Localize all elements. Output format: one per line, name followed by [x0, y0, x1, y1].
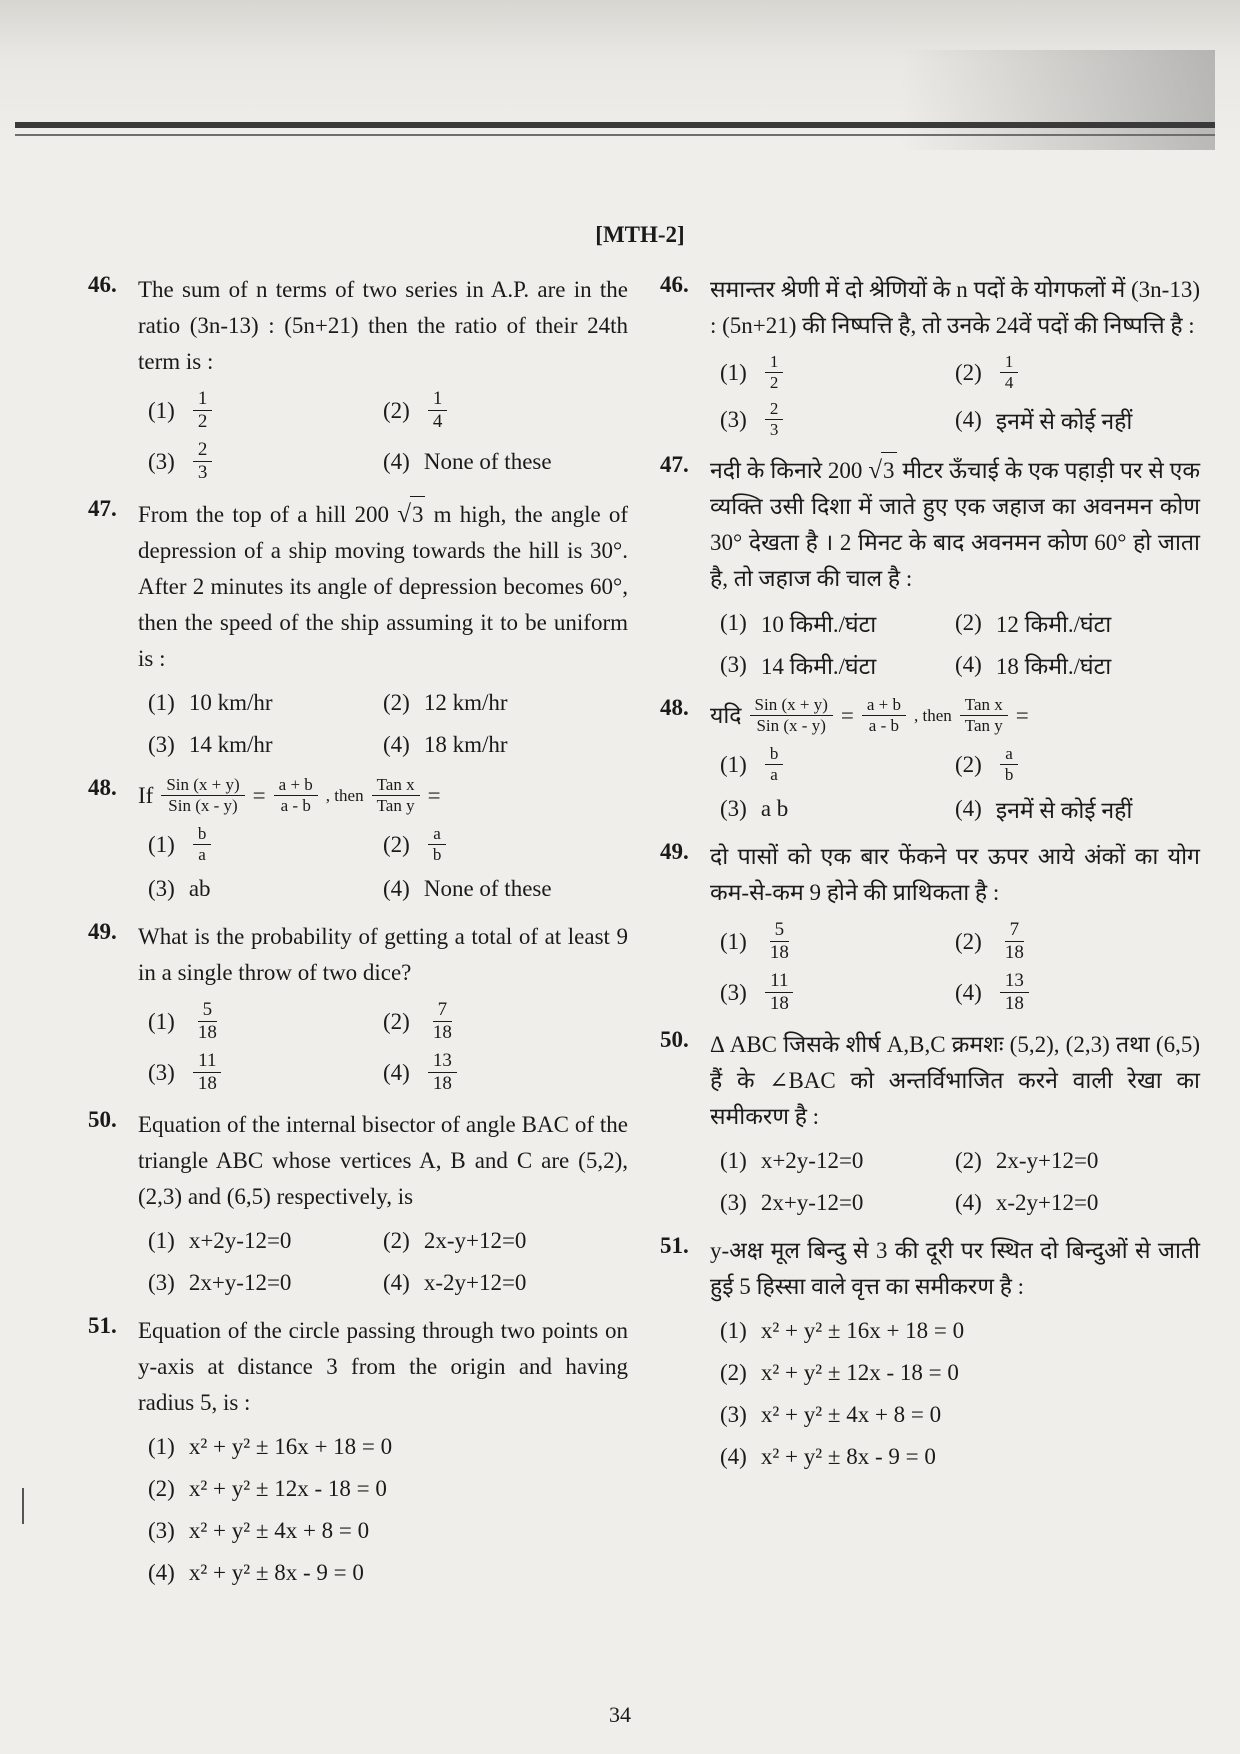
question-number: 50. — [660, 1027, 689, 1052]
option-text: x² + y² ± 12x - 18 = 0 — [760, 1360, 959, 1385]
fraction — [428, 388, 448, 433]
denominator: 4 — [432, 411, 443, 432]
option-label: (3) — [720, 406, 747, 432]
denominator: 18 — [197, 1022, 217, 1043]
numerator: Sin (x + y) — [750, 695, 833, 716]
fraction — [274, 775, 318, 816]
option-label: (3) — [720, 1402, 747, 1427]
option-text: 10 km/hr — [188, 690, 273, 715]
option-label: (2) — [955, 928, 982, 954]
numerator: 13 — [1000, 970, 1029, 993]
numerator: 7 — [433, 999, 453, 1022]
option-2 — [383, 388, 633, 433]
option-label: (1) — [148, 397, 175, 423]
option-label: (4) — [955, 652, 982, 677]
option-label: (4) — [148, 1560, 175, 1585]
numerator: Tan x — [372, 775, 420, 796]
margin-mark — [22, 1488, 24, 1524]
header-rule-thick — [15, 122, 1215, 128]
option-text: x² + y² ± 12x - 18 = 0 — [188, 1476, 387, 1501]
options — [148, 685, 628, 763]
option-text: 2x+y-12=0 — [188, 1270, 292, 1295]
option-text: x+2y-12=0 — [760, 1148, 864, 1173]
option-2 — [383, 999, 633, 1044]
text-part: If — [138, 782, 154, 808]
option-text: 14 km/hr — [188, 732, 273, 757]
option-text: इनमें से कोई नहीं — [995, 798, 1133, 823]
option-3 — [720, 1185, 955, 1221]
option-4 — [955, 647, 1205, 683]
option-label: (1) — [148, 1008, 175, 1034]
option-label: (2) — [955, 610, 982, 635]
option-label: (3) — [148, 448, 175, 474]
numerator: a — [428, 824, 446, 845]
option-text: x² + y² ± 4x + 8 = 0 — [760, 1402, 942, 1427]
question-number: 50. — [88, 1107, 117, 1132]
option-text: x² + y² ± 8x - 9 = 0 — [188, 1560, 364, 1585]
text-part: From the top of a hill 200 — [138, 502, 390, 527]
option-label: (3) — [148, 876, 175, 901]
option-label: (2) — [383, 397, 410, 423]
question-47-hi — [660, 452, 1200, 683]
fraction — [750, 695, 833, 736]
option-3 — [148, 727, 383, 763]
option-4 — [955, 1185, 1205, 1221]
option-3 — [148, 1513, 628, 1549]
options — [720, 352, 1200, 440]
option-4 — [955, 791, 1205, 827]
option-text: x² + y² ± 4x + 8 = 0 — [188, 1518, 370, 1543]
option-3 — [720, 791, 955, 827]
radicand: 3 — [881, 452, 897, 489]
option-text: इनमें से कोई नहीं — [995, 408, 1133, 434]
option-text: 2x+y-12=0 — [760, 1190, 864, 1215]
options — [720, 605, 1200, 683]
option-2 — [383, 824, 633, 865]
option-label: (1) — [720, 751, 747, 777]
question-number: 51. — [660, 1233, 689, 1258]
option-1 — [148, 1223, 383, 1259]
option-label: (3) — [720, 1190, 747, 1215]
question-text: Equation of the internal bisector of angle BAC of the triangle ABC whose vertices A, B and C are (5,2), (2,3) and (6,5) respectively, is — [138, 1112, 628, 1209]
denominator: 18 — [432, 1073, 452, 1094]
option-label: (2) — [148, 1476, 175, 1501]
question-47-en — [88, 496, 628, 763]
option-1 — [720, 605, 955, 641]
numerator: 1 — [1000, 352, 1019, 373]
option-label: (1) — [720, 1148, 747, 1173]
option-4 — [383, 727, 633, 763]
option-label: (4) — [383, 1270, 410, 1295]
option-label: (3) — [720, 796, 747, 821]
options — [720, 919, 1200, 1015]
fraction — [960, 695, 1008, 736]
question-number: 48. — [660, 695, 689, 720]
denominator: 2 — [197, 411, 208, 432]
fraction — [428, 999, 457, 1044]
section-header: [MTH-2] — [595, 222, 685, 247]
option-3 — [148, 1265, 383, 1301]
question-text: What is the probability of getting a total of at least 9 in a single throw of two dice? — [138, 924, 628, 985]
option-label: (3) — [148, 1270, 175, 1295]
question-text: दो पासों को एक बार फेंकने पर ऊपर आये अंकों का योग कम-से-कम 9 होने की प्राथिकता है : — [710, 844, 1200, 905]
numerator: Tan x — [960, 695, 1008, 716]
options — [148, 1223, 628, 1301]
question-text: समान्तर श्रेणी में दो श्रेणियों के n पदों के योगफलों में (3n-13) : (5n+21) की निष्पत्ति है, तो उनके 24वें पदों की निष्पत्ति है : — [710, 277, 1200, 338]
option-2 — [148, 1471, 628, 1507]
fraction — [193, 439, 213, 484]
denominator: Sin (x - y) — [756, 716, 826, 735]
numerator: 2 — [193, 439, 213, 462]
numerator: Sin (x + y) — [161, 775, 244, 796]
equals: = — [840, 702, 854, 728]
option-text: x-2y+12=0 — [995, 1190, 1099, 1215]
numerator: 1 — [428, 388, 448, 411]
option-label: (1) — [148, 831, 175, 857]
option-label: (1) — [148, 1434, 175, 1459]
option-label: (4) — [955, 406, 982, 432]
option-2 — [383, 1223, 633, 1259]
radicand: 3 — [410, 496, 426, 533]
text-part: m high, the angle of depression of a ship moving towards the hill is 30°. After 2 minutes its angle of depression becomes 60°, then the speed of the ship assuming it to be uniform is : — [138, 502, 629, 671]
numerator: b — [765, 744, 784, 765]
numerator: 11 — [193, 1050, 221, 1073]
option-3 — [148, 439, 383, 484]
option-4 — [955, 970, 1205, 1015]
option-text: 12 किमी./घंटा — [995, 612, 1112, 637]
option-label: (2) — [383, 831, 410, 857]
option-text: 18 किमी./घंटा — [995, 654, 1112, 679]
question-51-en — [88, 1313, 628, 1591]
option-2 — [955, 919, 1205, 964]
option-2 — [955, 352, 1205, 393]
option-label: (4) — [383, 448, 410, 474]
question-text — [710, 452, 1200, 597]
denominator: 2 — [769, 373, 779, 392]
question-text: The sum of n terms of two series in A.P. are in the ratio (3n-13) : (5n+21) then the ratio of their 24th term is : — [138, 277, 628, 374]
fraction — [1000, 352, 1019, 393]
option-2 — [383, 685, 633, 721]
question-49-hi — [660, 839, 1200, 1015]
option-1 — [720, 919, 955, 964]
option-label: (2) — [955, 359, 982, 385]
question-51-hi — [660, 1233, 1200, 1475]
denominator: Tan y — [376, 796, 415, 815]
option-4 — [720, 1439, 1200, 1475]
option-text: 2x-y+12=0 — [995, 1148, 1099, 1173]
fraction — [161, 775, 244, 816]
option-label: (4) — [720, 1444, 747, 1469]
option-1 — [148, 388, 383, 433]
option-1 — [148, 999, 383, 1044]
option-text: 12 km/hr — [423, 690, 508, 715]
option-4 — [955, 399, 1205, 440]
question-text: Equation of the circle passing through two points on y-axis at distance 3 from the origin and having radius 5, is : — [138, 1318, 628, 1415]
option-text: 2x-y+12=0 — [423, 1228, 527, 1253]
option-label: (4) — [383, 876, 410, 901]
option-text: x² + y² ± 16x + 18 = 0 — [760, 1318, 965, 1343]
option-label: (1) — [148, 690, 175, 715]
option-2 — [720, 1355, 1200, 1391]
page-number: 34 — [609, 1702, 631, 1727]
option-label: (1) — [720, 359, 747, 385]
numerator: 7 — [1005, 919, 1025, 942]
options — [720, 1143, 1200, 1221]
denominator: 3 — [197, 462, 208, 483]
fraction — [193, 999, 222, 1044]
option-label: (3) — [720, 979, 747, 1005]
denominator: 4 — [1004, 373, 1014, 392]
fraction — [1000, 919, 1029, 964]
option-text: x-2y+12=0 — [423, 1270, 527, 1295]
option-label: (2) — [383, 1228, 410, 1253]
fraction — [372, 775, 420, 816]
option-label: (4) — [955, 1190, 982, 1215]
question-46-hi — [660, 272, 1200, 440]
option-text: x² + y² ± 8x - 9 = 0 — [760, 1444, 936, 1469]
option-label: (4) — [955, 796, 982, 821]
fraction — [765, 399, 784, 440]
fraction — [765, 919, 794, 964]
fraction — [193, 1050, 222, 1095]
option-1 — [720, 744, 955, 785]
option-text: a b — [760, 796, 789, 821]
fraction — [193, 824, 212, 865]
fraction — [765, 352, 784, 393]
fraction — [1000, 970, 1029, 1015]
option-4 — [383, 1265, 633, 1301]
question-48-en — [88, 775, 628, 907]
denominator: Tan y — [964, 716, 1003, 735]
question-text — [710, 695, 1200, 736]
denominator: a - b — [280, 796, 311, 815]
option-label: (1) — [720, 928, 747, 954]
numerator: 2 — [765, 399, 784, 420]
english-column — [88, 272, 628, 1603]
denominator: 18 — [1004, 942, 1024, 963]
numerator: 11 — [765, 970, 793, 993]
option-1 — [148, 1429, 628, 1465]
question-number: 48. — [88, 775, 117, 800]
option-1 — [148, 824, 383, 865]
option-label: (4) — [955, 979, 982, 1005]
options — [148, 1429, 628, 1591]
option-label: (2) — [955, 751, 982, 777]
numerator: 13 — [428, 1050, 457, 1073]
option-label: (4) — [383, 732, 410, 757]
option-label: (4) — [383, 1059, 410, 1085]
denominator: b — [1004, 765, 1014, 784]
option-text: None of these — [423, 448, 552, 474]
denominator: 3 — [769, 420, 779, 439]
fraction — [193, 388, 213, 433]
options — [148, 388, 628, 484]
denominator: b — [432, 845, 442, 864]
denominator: 18 — [1004, 993, 1024, 1014]
denominator: 18 — [769, 993, 789, 1014]
option-3 — [720, 399, 955, 440]
numerator: 5 — [198, 999, 218, 1022]
options — [720, 1313, 1200, 1475]
fraction — [765, 970, 794, 1015]
option-label: (2) — [720, 1360, 747, 1385]
option-label: (2) — [383, 1008, 410, 1034]
option-text: ab — [188, 876, 211, 901]
options — [148, 999, 628, 1095]
question-text: Δ ABC जिसके शीर्ष A,B,C क्रमशः (5,2), (2,3) तथा (6,5) हैं के ∠BAC को अन्तर्विभाजित करने वाली रेखा का समीकरण है : — [710, 1032, 1200, 1129]
option-label: (2) — [955, 1148, 982, 1173]
option-4 — [383, 439, 633, 484]
option-text: x² + y² ± 16x + 18 = 0 — [188, 1434, 393, 1459]
option-3 — [720, 1397, 1200, 1433]
fraction — [428, 1050, 457, 1095]
fraction — [1000, 744, 1019, 785]
option-label: (3) — [148, 1518, 175, 1543]
question-50-en — [88, 1107, 628, 1301]
numerator: a + b — [274, 775, 318, 796]
numerator: 5 — [770, 919, 790, 942]
option-2 — [955, 605, 1205, 641]
hindi-column — [660, 272, 1200, 1487]
option-text: 18 km/hr — [423, 732, 508, 757]
text-part: मीटर ऊँचाई के एक पहाड़ी पर से एक व्यक्ति उसी दिशा में जाते हुए एक जहाज का अवनमन कोण 30° देखता है । 2 मिनट के बाद अवनमन कोण 60° हो जाता है, तो जहाज की चाल है : — [710, 458, 1201, 591]
fraction — [765, 744, 784, 785]
text-part: , then — [325, 785, 364, 805]
option-3 — [720, 647, 955, 683]
question-number: 49. — [660, 839, 689, 864]
numerator: a — [1000, 744, 1018, 765]
equals: = — [1015, 702, 1029, 728]
question-text — [138, 496, 628, 677]
question-text: y-अक्ष मूल बिन्दु से 3 की दूरी पर स्थित दो बिन्दुओं से जाती हुई 5 हिस्सा वाले वृत्त का समीकरण है : — [710, 1238, 1200, 1299]
numerator: a + b — [862, 695, 906, 716]
options — [148, 824, 628, 907]
question-48-hi — [660, 695, 1200, 827]
option-label: (2) — [383, 690, 410, 715]
option-1 — [720, 1313, 1200, 1349]
option-label: (1) — [720, 1318, 747, 1343]
question-number: 46. — [660, 272, 689, 297]
option-3 — [720, 970, 955, 1015]
text-part: यदि — [710, 702, 742, 728]
option-1 — [720, 352, 955, 393]
denominator: 18 — [769, 942, 789, 963]
denominator: 18 — [432, 1022, 452, 1043]
question-46-en — [88, 272, 628, 484]
option-text: None of these — [423, 876, 552, 901]
text-part: नदी के किनारे 200 — [710, 458, 863, 483]
square-root: √ 3 — [868, 452, 896, 489]
numerator: 1 — [193, 388, 213, 411]
equals: = — [252, 782, 266, 808]
question-number: 51. — [88, 1313, 117, 1338]
option-2 — [955, 744, 1205, 785]
question-49-en — [88, 919, 628, 1095]
option-4 — [148, 1555, 628, 1591]
option-4 — [383, 1050, 633, 1095]
numerator: 1 — [765, 352, 784, 373]
numerator: b — [193, 824, 212, 845]
option-label: (1) — [148, 1228, 175, 1253]
header-rule-thin — [15, 134, 1215, 136]
denominator: 18 — [197, 1073, 217, 1094]
question-number: 47. — [660, 452, 689, 477]
option-2 — [955, 1143, 1205, 1179]
question-number: 46. — [88, 272, 117, 297]
options — [720, 744, 1200, 827]
equals: = — [427, 782, 441, 808]
option-label: (1) — [720, 610, 747, 635]
option-label: (3) — [720, 652, 747, 677]
option-label: (3) — [148, 1059, 175, 1085]
option-1 — [148, 685, 383, 721]
option-1 — [720, 1143, 955, 1179]
option-3 — [148, 1050, 383, 1095]
fraction — [428, 824, 447, 865]
option-text: 10 किमी./घंटा — [760, 612, 877, 637]
option-3 — [148, 871, 383, 907]
question-50-hi — [660, 1027, 1200, 1221]
question-number: 49. — [88, 919, 117, 944]
question-number: 47. — [88, 496, 117, 521]
question-text — [138, 775, 628, 816]
option-text: 14 किमी./घंटा — [760, 654, 877, 679]
option-4 — [383, 871, 633, 907]
option-text: x+2y-12=0 — [188, 1228, 292, 1253]
denominator: a — [198, 845, 206, 864]
square-root: √ 3 — [397, 496, 425, 533]
denominator: a - b — [868, 716, 900, 735]
text-part: , then — [913, 705, 952, 725]
option-label: (3) — [148, 732, 175, 757]
denominator: Sin (x - y) — [168, 796, 238, 815]
denominator: a — [770, 765, 778, 784]
fraction — [862, 695, 906, 736]
